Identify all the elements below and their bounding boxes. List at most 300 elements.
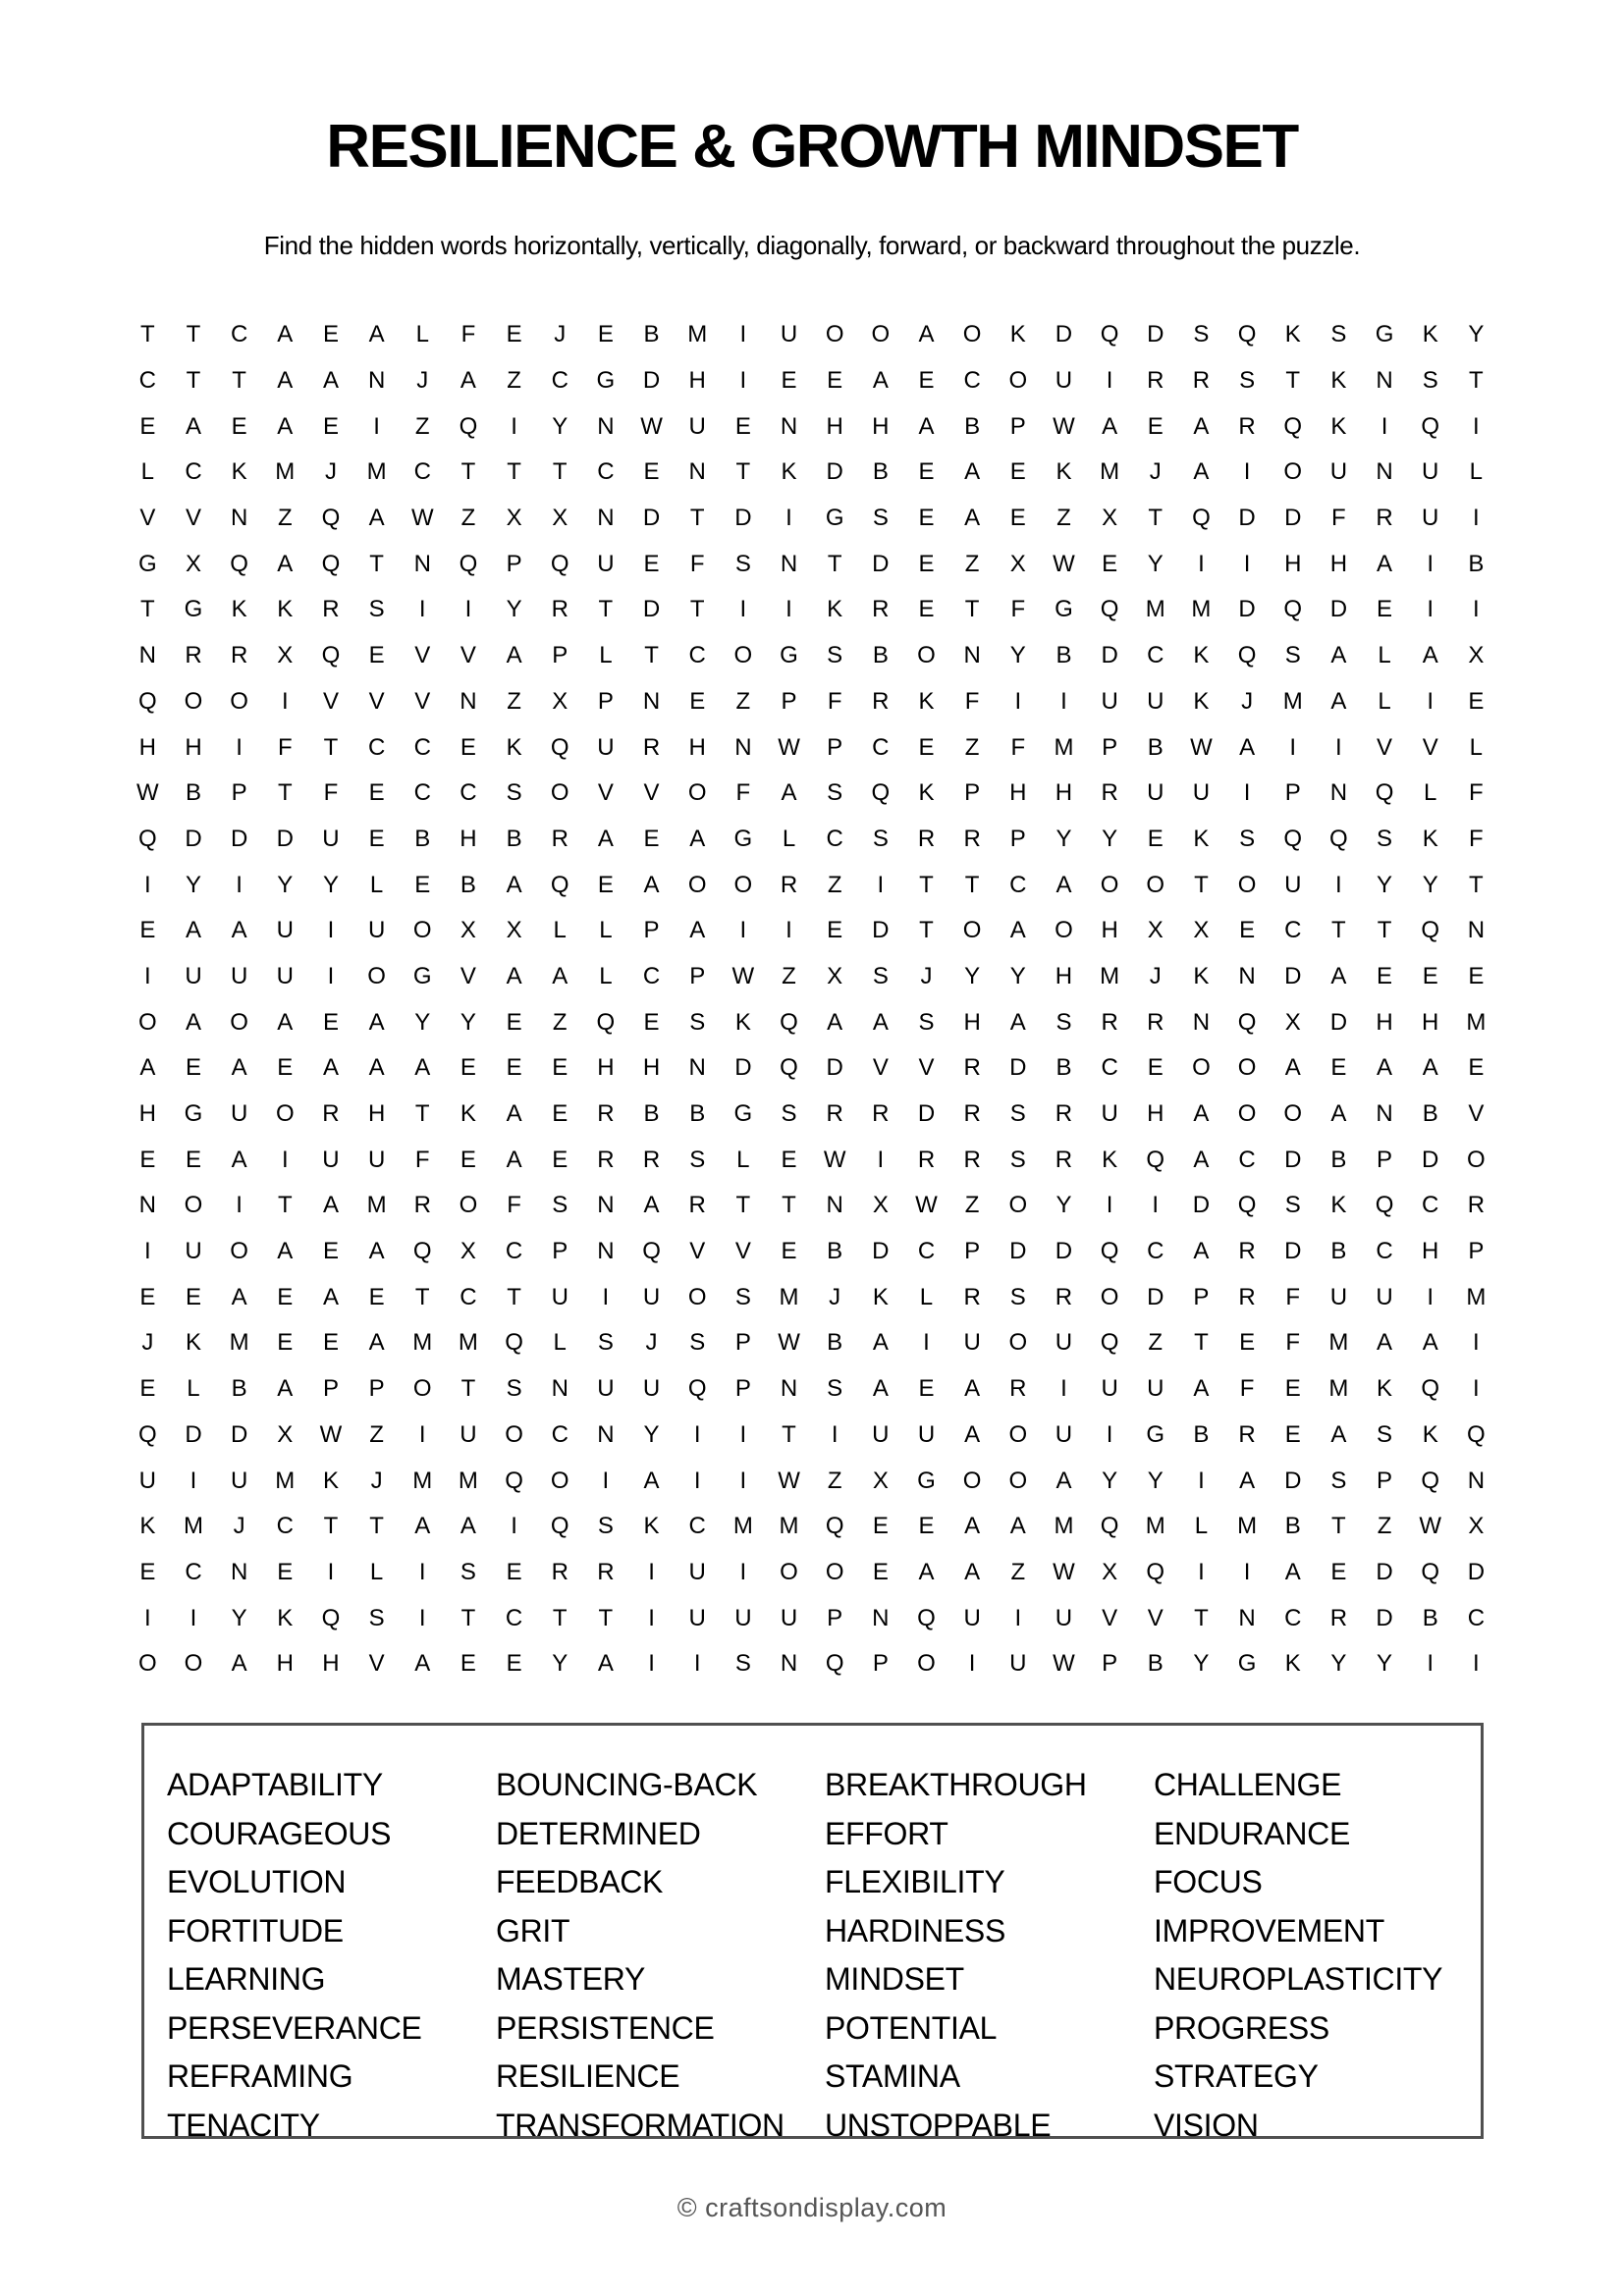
grid-cell[interactable]: A — [964, 505, 981, 532]
grid-cell[interactable]: R — [642, 733, 661, 761]
grid-cell[interactable]: E — [689, 687, 706, 715]
grid-cell[interactable]: A — [1284, 1558, 1301, 1585]
grid-cell[interactable]: I — [1243, 1558, 1251, 1585]
grid-cell[interactable]: I — [327, 1558, 335, 1585]
grid-cell[interactable]: V — [460, 962, 476, 989]
grid-cell[interactable]: F — [827, 687, 842, 715]
grid-cell[interactable]: A — [322, 367, 339, 395]
grid-cell[interactable]: I — [418, 1604, 426, 1631]
grid-cell[interactable]: C — [1147, 642, 1164, 669]
grid-cell[interactable]: L — [782, 825, 796, 852]
grid-cell[interactable]: B — [1147, 1650, 1164, 1678]
grid-cell[interactable]: F — [323, 779, 339, 807]
grid-cell[interactable]: T — [323, 1513, 339, 1540]
grid-cell[interactable]: T — [782, 1420, 796, 1448]
grid-cell[interactable]: I — [1243, 458, 1251, 486]
grid-cell[interactable]: L — [599, 917, 613, 944]
grid-cell[interactable]: V — [414, 687, 431, 715]
grid-cell[interactable]: K — [1422, 321, 1438, 348]
grid-cell[interactable]: I — [739, 367, 747, 395]
grid-cell[interactable]: A — [781, 779, 797, 807]
grid-cell[interactable]: T — [1194, 1604, 1209, 1631]
grid-cell[interactable]: I — [1198, 1467, 1205, 1494]
grid-cell[interactable]: E — [1377, 962, 1393, 989]
grid-cell[interactable]: H — [460, 825, 477, 852]
grid-cell[interactable]: A — [643, 871, 660, 898]
grid-cell[interactable]: O — [230, 687, 248, 715]
grid-cell[interactable]: V — [689, 1238, 706, 1265]
grid-cell[interactable]: A — [460, 367, 476, 395]
grid-cell[interactable]: P — [1009, 825, 1026, 852]
grid-cell[interactable]: G — [1055, 596, 1073, 623]
grid-cell[interactable]: O — [1467, 1146, 1486, 1173]
grid-cell[interactable]: N — [230, 505, 248, 532]
grid-cell[interactable]: X — [185, 550, 201, 577]
grid-cell[interactable]: W — [136, 779, 159, 807]
grid-cell[interactable]: R — [917, 825, 936, 852]
grid-cell[interactable]: J — [1149, 458, 1162, 486]
grid-cell[interactable]: W — [1053, 412, 1075, 440]
grid-cell[interactable]: A — [1330, 1420, 1347, 1448]
grid-cell[interactable]: P — [827, 1604, 843, 1631]
grid-cell[interactable]: E — [918, 1375, 935, 1403]
grid-cell[interactable]: D — [826, 458, 843, 486]
grid-cell[interactable]: A — [506, 962, 522, 989]
grid-cell[interactable]: Y — [322, 871, 339, 898]
grid-cell[interactable]: A — [1193, 1238, 1210, 1265]
grid-cell[interactable]: S — [368, 596, 385, 623]
grid-cell[interactable]: O — [917, 1650, 936, 1678]
grid-cell[interactable]: N — [230, 1558, 248, 1585]
grid-cell[interactable]: O — [1283, 458, 1303, 486]
grid-cell[interactable]: L — [1194, 1513, 1209, 1540]
grid-cell[interactable]: P — [322, 1375, 339, 1403]
grid-cell[interactable]: B — [872, 642, 889, 669]
grid-cell[interactable]: U — [688, 1604, 706, 1631]
grid-cell[interactable]: S — [1009, 1283, 1026, 1310]
grid-cell[interactable]: H — [597, 1054, 615, 1082]
grid-cell[interactable]: D — [1284, 1238, 1302, 1265]
grid-cell[interactable]: D — [826, 1054, 843, 1082]
grid-cell[interactable]: Q — [550, 871, 569, 898]
grid-cell[interactable]: E — [1422, 962, 1438, 989]
grid-cell[interactable]: Q — [1283, 825, 1303, 852]
grid-cell[interactable]: O — [412, 917, 432, 944]
grid-cell[interactable]: C — [460, 779, 477, 807]
grid-cell[interactable]: U — [230, 1100, 248, 1128]
grid-cell[interactable]: R — [551, 1558, 568, 1585]
grid-cell[interactable]: Q — [1237, 1008, 1257, 1036]
grid-cell[interactable]: O — [962, 321, 982, 348]
grid-cell[interactable]: I — [1106, 367, 1113, 395]
grid-cell[interactable]: C — [551, 1420, 568, 1448]
grid-cell[interactable]: P — [1377, 1146, 1393, 1173]
grid-cell[interactable]: M — [779, 1513, 799, 1540]
grid-cell[interactable]: D — [1422, 1146, 1439, 1173]
grid-cell[interactable]: N — [826, 1192, 843, 1219]
grid-cell[interactable]: R — [642, 1146, 661, 1173]
grid-cell[interactable]: O — [230, 1008, 248, 1036]
grid-cell[interactable]: E — [185, 1283, 201, 1310]
grid-cell[interactable]: Z — [1148, 1329, 1164, 1357]
grid-cell[interactable]: S — [368, 1604, 385, 1631]
grid-cell[interactable]: V — [322, 687, 339, 715]
grid-cell[interactable]: E — [597, 321, 614, 348]
grid-cell[interactable]: H — [826, 412, 843, 440]
grid-cell[interactable]: Q — [1192, 505, 1211, 532]
grid-cell[interactable]: A — [827, 1008, 843, 1036]
grid-cell[interactable]: C — [826, 825, 843, 852]
grid-cell[interactable]: A — [1102, 412, 1118, 440]
grid-cell[interactable]: A — [964, 1513, 981, 1540]
grid-cell[interactable]: I — [1380, 412, 1388, 440]
grid-cell[interactable]: O — [962, 1467, 982, 1494]
grid-cell[interactable]: F — [1331, 505, 1346, 532]
grid-cell[interactable]: K — [139, 1513, 156, 1540]
grid-cell[interactable]: O — [1055, 917, 1073, 944]
grid-cell[interactable]: E — [506, 1054, 522, 1082]
grid-cell[interactable]: F — [1010, 733, 1026, 761]
grid-cell[interactable]: P — [506, 550, 522, 577]
grid-cell[interactable]: J — [416, 367, 429, 395]
grid-cell[interactable]: Q — [459, 412, 478, 440]
grid-cell[interactable]: I — [418, 1420, 426, 1448]
grid-cell[interactable]: S — [918, 1008, 935, 1036]
grid-cell[interactable]: A — [231, 1283, 247, 1310]
grid-cell[interactable]: W — [1053, 1650, 1075, 1678]
grid-cell[interactable]: V — [368, 687, 385, 715]
grid-cell[interactable]: R — [1147, 1008, 1164, 1036]
grid-cell[interactable]: X — [277, 1420, 294, 1448]
grid-cell[interactable]: S — [597, 1329, 614, 1357]
grid-cell[interactable]: A — [1193, 1375, 1210, 1403]
grid-cell[interactable]: S — [689, 1146, 706, 1173]
grid-cell[interactable]: C — [688, 642, 706, 669]
grid-cell[interactable]: I — [1473, 1375, 1480, 1403]
grid-cell[interactable]: Q — [825, 1513, 844, 1540]
grid-cell[interactable]: N — [780, 1650, 798, 1678]
grid-cell[interactable]: N — [872, 1604, 890, 1631]
grid-cell[interactable]: L — [369, 1558, 384, 1585]
grid-cell[interactable]: C — [413, 779, 431, 807]
grid-cell[interactable]: Y — [552, 1650, 568, 1678]
grid-cell[interactable]: U — [1422, 458, 1439, 486]
grid-cell[interactable]: E — [277, 1054, 294, 1082]
grid-cell[interactable]: A — [277, 550, 294, 577]
grid-cell[interactable]: Q — [459, 550, 478, 577]
grid-cell[interactable]: O — [184, 1192, 203, 1219]
grid-cell[interactable]: D — [734, 1054, 752, 1082]
grid-cell[interactable]: U — [367, 1146, 386, 1173]
grid-cell[interactable]: Q — [1421, 917, 1440, 944]
grid-cell[interactable]: U — [276, 917, 294, 944]
grid-cell[interactable]: U — [780, 1604, 798, 1631]
grid-cell[interactable]: D — [1147, 321, 1164, 348]
grid-cell[interactable]: I — [785, 596, 792, 623]
grid-cell[interactable]: Y — [1009, 962, 1026, 989]
grid-cell[interactable]: W — [319, 1420, 343, 1448]
grid-cell[interactable]: B — [643, 1100, 660, 1128]
grid-cell[interactable]: S — [1284, 642, 1301, 669]
grid-cell[interactable]: S — [827, 779, 843, 807]
grid-cell[interactable]: K — [1422, 825, 1438, 852]
grid-cell[interactable]: U — [688, 1558, 706, 1585]
grid-cell[interactable]: A — [414, 1513, 431, 1540]
grid-cell[interactable]: X — [827, 962, 843, 989]
grid-cell[interactable]: N — [597, 412, 615, 440]
grid-cell[interactable]: E — [781, 1238, 797, 1265]
grid-cell[interactable]: A — [231, 1650, 247, 1678]
grid-cell[interactable]: T — [369, 550, 384, 577]
grid-cell[interactable]: N — [367, 367, 386, 395]
grid-cell[interactable]: E — [322, 412, 339, 440]
grid-cell[interactable]: H — [872, 412, 890, 440]
grid-cell[interactable]: J — [141, 1329, 154, 1357]
grid-cell[interactable]: C — [230, 321, 248, 348]
grid-cell[interactable]: Y — [1102, 1467, 1118, 1494]
grid-cell[interactable]: O — [459, 1192, 478, 1219]
grid-cell[interactable]: Q — [1421, 1375, 1440, 1403]
grid-cell[interactable]: U — [1055, 1329, 1073, 1357]
grid-cell[interactable]: A — [185, 917, 201, 944]
grid-cell[interactable]: C — [505, 1604, 523, 1631]
grid-cell[interactable]: K — [918, 687, 935, 715]
grid-cell[interactable]: I — [1427, 687, 1435, 715]
grid-cell[interactable]: Q — [137, 1420, 157, 1448]
grid-cell[interactable]: A — [597, 1650, 614, 1678]
grid-cell[interactable]: E — [643, 458, 660, 486]
grid-cell[interactable]: A — [872, 1329, 889, 1357]
grid-cell[interactable]: T — [1331, 917, 1346, 944]
grid-cell[interactable]: E — [918, 550, 935, 577]
grid-cell[interactable]: R — [1238, 412, 1256, 440]
grid-cell[interactable]: F — [964, 687, 980, 715]
grid-cell[interactable]: O — [1008, 367, 1028, 395]
grid-cell[interactable]: A — [964, 1375, 981, 1403]
grid-cell[interactable]: A — [506, 1146, 522, 1173]
grid-cell[interactable]: U — [322, 1146, 340, 1173]
grid-cell[interactable]: O — [1283, 1100, 1303, 1128]
grid-cell[interactable]: G — [1375, 321, 1394, 348]
grid-cell[interactable]: A — [322, 1054, 339, 1082]
grid-cell[interactable]: O — [733, 871, 753, 898]
grid-cell[interactable]: Y — [414, 1008, 431, 1036]
grid-cell[interactable]: I — [327, 962, 335, 989]
grid-cell[interactable]: Q — [642, 1238, 661, 1265]
grid-cell[interactable]: M — [1191, 596, 1212, 623]
grid-cell[interactable]: E — [460, 733, 476, 761]
grid-cell[interactable]: R — [1009, 1375, 1027, 1403]
grid-cell[interactable]: V — [597, 779, 614, 807]
grid-cell[interactable]: D — [734, 505, 752, 532]
grid-cell[interactable]: U — [1192, 779, 1211, 807]
grid-cell[interactable]: O — [412, 1375, 432, 1403]
grid-cell[interactable]: A — [1422, 1054, 1438, 1082]
grid-cell[interactable]: J — [1149, 962, 1162, 989]
grid-cell[interactable]: E — [322, 321, 339, 348]
grid-cell[interactable]: Z — [277, 505, 293, 532]
grid-cell[interactable]: I — [143, 1604, 151, 1631]
grid-cell[interactable]: E — [368, 642, 385, 669]
grid-cell[interactable]: I — [189, 1467, 197, 1494]
grid-cell[interactable]: I — [511, 412, 517, 440]
grid-cell[interactable]: K — [231, 596, 247, 623]
grid-cell[interactable]: R — [826, 1100, 843, 1128]
grid-cell[interactable]: I — [1473, 1329, 1480, 1357]
grid-cell[interactable]: M — [1466, 1283, 1487, 1310]
grid-cell[interactable]: L — [599, 962, 613, 989]
grid-cell[interactable]: E — [185, 1054, 201, 1082]
grid-cell[interactable]: B — [1284, 1513, 1301, 1540]
grid-cell[interactable]: Q — [780, 1054, 798, 1082]
grid-cell[interactable]: N — [688, 458, 706, 486]
grid-cell[interactable]: C — [276, 1513, 294, 1540]
grid-cell[interactable]: F — [689, 550, 705, 577]
grid-cell[interactable]: J — [645, 1329, 658, 1357]
grid-cell[interactable]: Z — [827, 871, 842, 898]
grid-cell[interactable]: S — [1330, 1467, 1347, 1494]
grid-cell[interactable]: M — [1237, 1513, 1258, 1540]
grid-cell[interactable]: A — [1193, 458, 1210, 486]
grid-cell[interactable]: W — [778, 1329, 800, 1357]
grid-cell[interactable]: U — [917, 1420, 936, 1448]
grid-cell[interactable]: L — [415, 321, 429, 348]
grid-cell[interactable]: Q — [230, 550, 248, 577]
grid-cell[interactable]: A — [231, 1146, 247, 1173]
grid-cell[interactable]: J — [829, 1283, 841, 1310]
grid-cell[interactable]: F — [1469, 825, 1484, 852]
grid-cell[interactable]: M — [1282, 687, 1303, 715]
grid-cell[interactable]: R — [597, 1100, 615, 1128]
grid-cell[interactable]: I — [1243, 550, 1251, 577]
grid-cell[interactable]: Y — [231, 1604, 247, 1631]
grid-cell[interactable]: C — [367, 733, 386, 761]
grid-cell[interactable]: I — [1106, 1420, 1113, 1448]
grid-cell[interactable]: T — [782, 1192, 796, 1219]
grid-cell[interactable]: X — [1009, 550, 1026, 577]
grid-cell[interactable]: P — [1102, 733, 1118, 761]
grid-cell[interactable]: X — [552, 687, 568, 715]
grid-cell[interactable]: Y — [1377, 1650, 1393, 1678]
grid-cell[interactable]: A — [1239, 733, 1256, 761]
grid-cell[interactable]: K — [1009, 321, 1026, 348]
grid-cell[interactable]: K — [1422, 1420, 1438, 1448]
grid-cell[interactable]: C — [460, 1283, 477, 1310]
grid-cell[interactable]: G — [137, 550, 157, 577]
grid-cell[interactable]: R — [230, 642, 248, 669]
grid-cell[interactable]: O — [1100, 1283, 1119, 1310]
grid-cell[interactable]: Q — [1375, 1192, 1394, 1219]
grid-cell[interactable]: E — [1330, 1558, 1347, 1585]
grid-cell[interactable]: I — [236, 871, 243, 898]
grid-cell[interactable]: U — [1147, 779, 1164, 807]
grid-cell[interactable]: Z — [827, 1467, 842, 1494]
grid-cell[interactable]: I — [1473, 596, 1480, 623]
grid-cell[interactable]: C — [413, 458, 431, 486]
grid-cell[interactable]: A — [139, 1054, 156, 1082]
grid-cell[interactable]: I — [739, 1467, 747, 1494]
grid-cell[interactable]: F — [1010, 596, 1026, 623]
grid-cell[interactable]: J — [370, 1467, 383, 1494]
grid-cell[interactable]: U — [1101, 1100, 1118, 1128]
grid-cell[interactable]: B — [1422, 1604, 1438, 1631]
grid-cell[interactable]: T — [414, 1283, 430, 1310]
grid-cell[interactable]: R — [597, 1146, 615, 1173]
grid-cell[interactable]: S — [1239, 367, 1256, 395]
grid-cell[interactable]: U — [276, 962, 294, 989]
grid-cell[interactable]: A — [185, 1008, 201, 1036]
grid-cell[interactable]: E — [139, 1375, 156, 1403]
grid-cell[interactable]: H — [1284, 550, 1302, 577]
grid-cell[interactable]: R — [780, 871, 798, 898]
grid-cell[interactable]: A — [1056, 871, 1072, 898]
grid-cell[interactable]: E — [322, 1008, 339, 1036]
grid-cell[interactable]: Y — [1056, 1192, 1072, 1219]
grid-cell[interactable]: K — [1377, 1375, 1393, 1403]
grid-cell[interactable]: T — [414, 1100, 430, 1128]
grid-cell[interactable]: R — [1376, 505, 1393, 532]
grid-cell[interactable]: H — [1376, 1008, 1393, 1036]
grid-cell[interactable]: B — [964, 412, 981, 440]
grid-cell[interactable]: S — [1284, 1192, 1301, 1219]
grid-cell[interactable]: I — [831, 1420, 839, 1448]
grid-cell[interactable]: N — [734, 733, 752, 761]
grid-cell[interactable]: A — [1377, 550, 1393, 577]
grid-cell[interactable]: G — [184, 596, 203, 623]
grid-cell[interactable]: U — [1101, 687, 1118, 715]
grid-cell[interactable]: X — [506, 505, 522, 532]
grid-cell[interactable]: E — [918, 596, 935, 623]
grid-cell[interactable]: E — [918, 458, 935, 486]
grid-cell[interactable]: T — [1469, 871, 1484, 898]
grid-cell[interactable]: B — [1056, 642, 1072, 669]
grid-cell[interactable]: G — [780, 642, 798, 669]
grid-cell[interactable]: M — [412, 1467, 433, 1494]
grid-cell[interactable]: R — [1192, 367, 1211, 395]
grid-cell[interactable]: P — [1193, 1283, 1210, 1310]
grid-cell[interactable]: I — [418, 1558, 426, 1585]
grid-cell[interactable]: I — [648, 1604, 655, 1631]
grid-cell[interactable]: C — [138, 367, 156, 395]
grid-cell[interactable]: C — [1284, 917, 1302, 944]
grid-cell[interactable]: U — [963, 1604, 981, 1631]
grid-cell[interactable]: I — [1473, 1650, 1480, 1678]
grid-cell[interactable]: X — [1102, 505, 1118, 532]
grid-cell[interactable]: N — [688, 1054, 706, 1082]
grid-cell[interactable]: C — [185, 458, 202, 486]
grid-cell[interactable]: E — [506, 1008, 522, 1036]
grid-cell[interactable]: B — [185, 779, 201, 807]
grid-cell[interactable]: P — [1377, 1467, 1393, 1494]
grid-cell[interactable]: I — [1427, 1650, 1435, 1678]
grid-cell[interactable]: E — [918, 505, 935, 532]
grid-cell[interactable]: A — [1009, 1513, 1026, 1540]
grid-cell[interactable]: Y — [1422, 871, 1438, 898]
grid-cell[interactable]: O — [275, 1100, 295, 1128]
grid-cell[interactable]: V — [918, 1054, 935, 1082]
grid-cell[interactable]: A — [368, 1329, 385, 1357]
grid-cell[interactable]: H — [276, 1650, 294, 1678]
grid-cell[interactable]: O — [137, 1008, 157, 1036]
grid-cell[interactable]: S — [827, 1375, 843, 1403]
grid-cell[interactable]: Y — [277, 871, 294, 898]
grid-cell[interactable]: K — [827, 596, 843, 623]
grid-cell[interactable]: U — [872, 1420, 890, 1448]
grid-cell[interactable]: D — [1284, 1467, 1302, 1494]
grid-cell[interactable]: L — [1424, 779, 1437, 807]
grid-cell[interactable]: E — [1468, 962, 1485, 989]
grid-cell[interactable]: I — [1289, 733, 1297, 761]
